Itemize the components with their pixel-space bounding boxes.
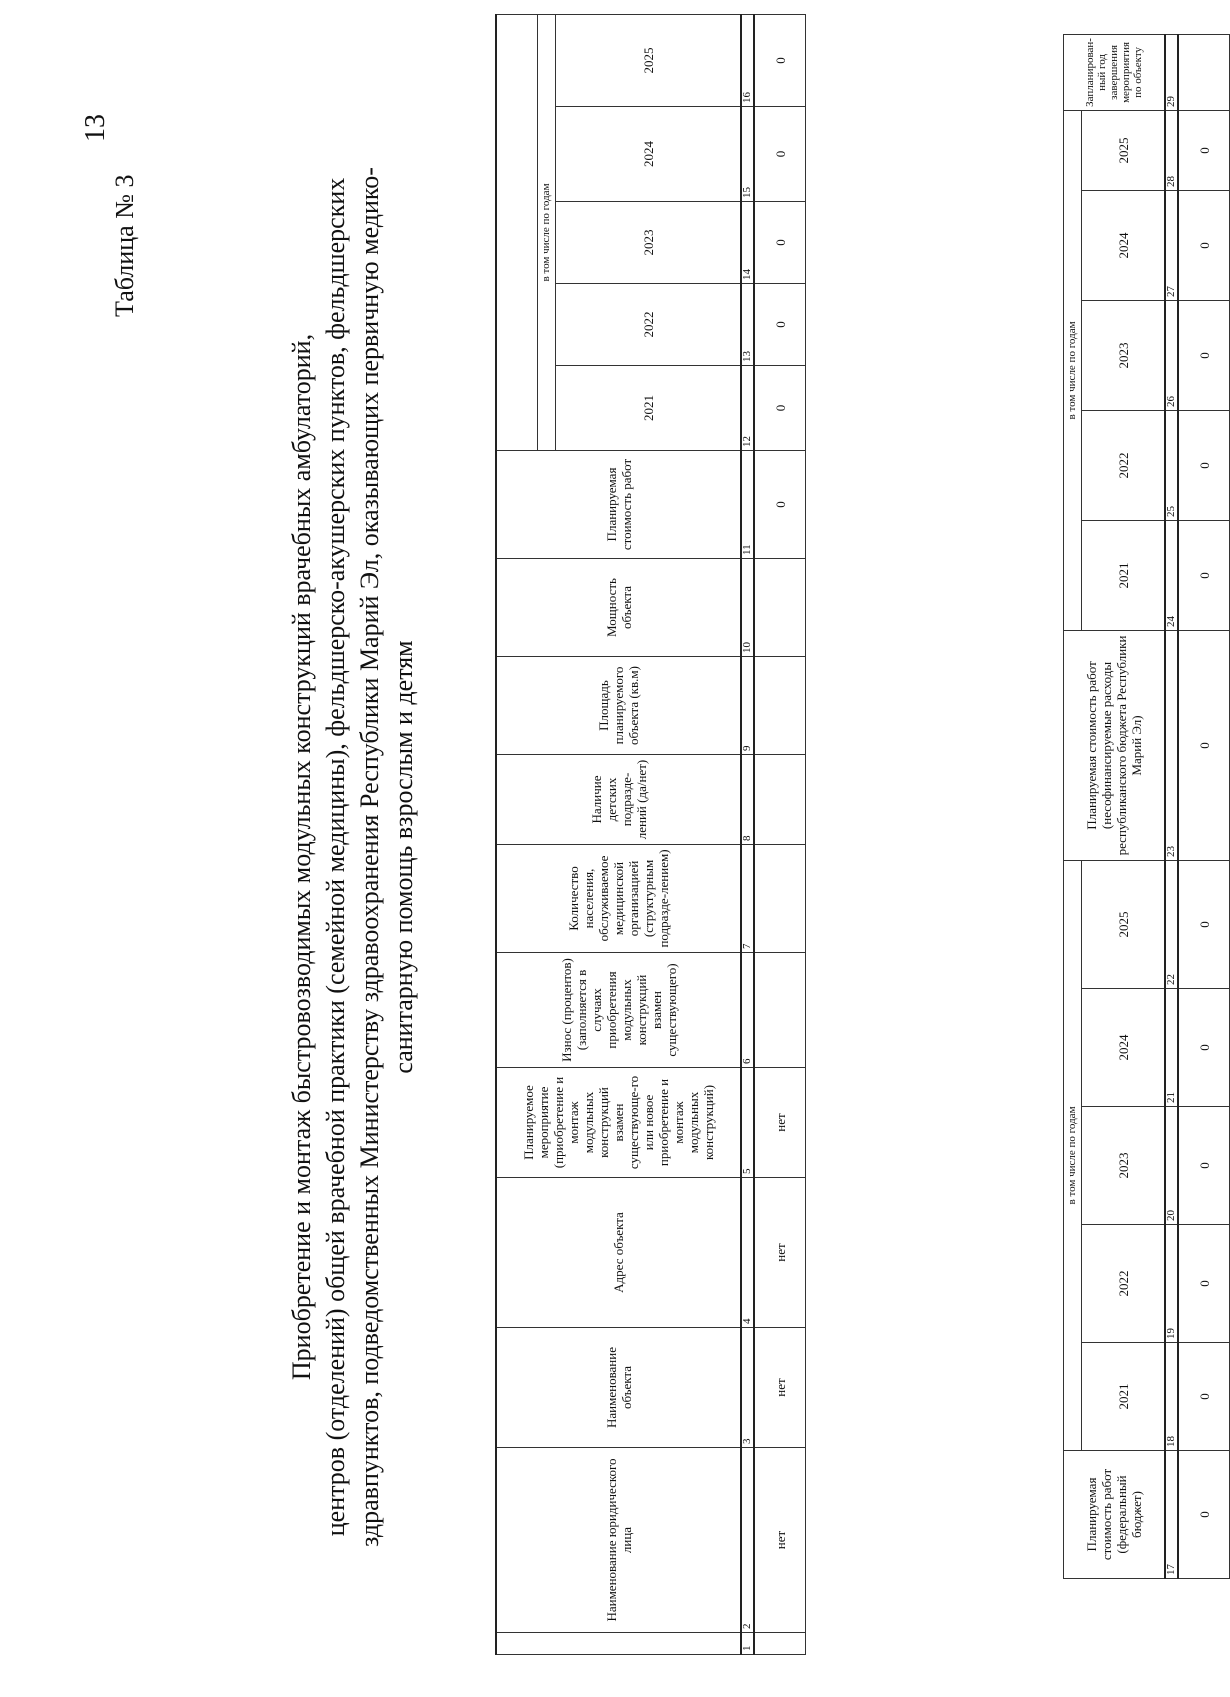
header-federal-2021: 2021 <box>1082 1343 1166 1451</box>
header-federal-2025: 2025 <box>1082 860 1166 988</box>
col-number: 17 <box>1165 1451 1178 1579</box>
cell-republic-2021: 0 <box>1178 520 1230 630</box>
cell-2022: 0 <box>754 284 806 366</box>
header-year-2024: 2024 <box>556 107 742 202</box>
header-year-2021: 2021 <box>556 366 742 451</box>
col-number: 2 <box>741 1448 754 1633</box>
cell-republic-2023: 0 <box>1178 300 1230 410</box>
cell-planned-measure: нет <box>754 1068 806 1178</box>
header-planned-cost: Планируемая стоимость работ <box>496 451 741 559</box>
title-line-3: здравпунктов, подведомственных Министерству здравоохранения Республики Марий Эл, оказывающих первичную медико- <box>355 167 384 1547</box>
col-number: 25 <box>1165 410 1178 520</box>
title-line-4: санитарную помощь взрослым и детям <box>389 640 418 1074</box>
col-number: 21 <box>1165 989 1178 1107</box>
cell-wear <box>754 953 806 1068</box>
cell-children-units <box>754 755 806 845</box>
col-number: 20 <box>1165 1107 1178 1225</box>
col-number: 27 <box>1165 190 1178 300</box>
col-number: 22 <box>1165 860 1178 988</box>
cell-2025: 0 <box>754 14 806 106</box>
col-number: 29 <box>1165 34 1178 110</box>
cell-federal-2022: 0 <box>1178 1225 1230 1343</box>
col-number: 18 <box>1165 1343 1178 1451</box>
cell-2021: 0 <box>754 366 806 451</box>
cell-republic-cost: 0 <box>1178 630 1230 860</box>
col-number: 26 <box>1165 300 1178 410</box>
col-number: 11 <box>741 451 754 559</box>
header-federal-2023: 2023 <box>1082 1107 1166 1225</box>
cell-legal-entity: нет <box>754 1448 806 1633</box>
header-year-2022: 2022 <box>556 284 742 366</box>
page-number: 13 <box>80 114 111 142</box>
cell-2023: 0 <box>754 202 806 284</box>
cell-c1 <box>754 1633 806 1655</box>
header-year-2023: 2023 <box>556 202 742 284</box>
col-number: 7 <box>741 845 754 953</box>
header-federal-2024: 2024 <box>1082 989 1166 1107</box>
cell-federal-2024: 0 <box>1178 989 1230 1107</box>
cell-population <box>754 845 806 953</box>
header-republic-2022: 2022 <box>1082 410 1166 520</box>
col-number: 24 <box>1165 520 1178 630</box>
cell-object-name: нет <box>754 1328 806 1448</box>
cell-object-address: нет <box>754 1178 806 1328</box>
col-number: 12 <box>741 366 754 451</box>
header-children-units: Наличие детских подразде-лений (да/нет) <box>496 755 741 845</box>
col-number: 23 <box>1165 630 1178 860</box>
col-number: 5 <box>741 1068 754 1178</box>
col-number: 4 <box>741 1178 754 1328</box>
title-line-2: центров (отделений) общей врачебной практики (семейной медицины), фельдшерско-акушерских пунктов, фельдшерских <box>321 177 350 1537</box>
header-completion-year: Запланирован-ный год завершения мероприятия по объекту <box>1064 34 1166 110</box>
col-number: 15 <box>741 107 754 202</box>
table-row <box>1178 34 1230 1578</box>
header-planned-area: Площадь планируемого объекта (кв.м) <box>496 657 741 755</box>
col-number: 1 <box>741 1633 754 1655</box>
col-number: 6 <box>741 953 754 1068</box>
header-by-years: в том числе по годам <box>538 14 556 450</box>
header-legal-entity: Наименование юридического лица <box>496 1448 741 1633</box>
cell-planned-cost: 0 <box>754 451 806 559</box>
header-object-address: Адрес объекта <box>496 1178 741 1328</box>
header-year-2025: 2025 <box>556 14 742 106</box>
table-label: Таблица № 3 <box>110 174 139 317</box>
cell-republic-2022: 0 <box>1178 410 1230 520</box>
cell-federal-2021: 0 <box>1178 1343 1230 1451</box>
cell-republic-2024: 0 <box>1178 190 1230 300</box>
document-title <box>285 77 421 1637</box>
header-federal-2022: 2022 <box>1082 1225 1166 1343</box>
header-col1-empty <box>496 1633 741 1655</box>
header-republic-2021: 2021 <box>1082 520 1166 630</box>
cell-republic-2025: 0 <box>1178 110 1230 190</box>
header-population-served: Количество населения, обслуживаемое медицинской организацией (структурным подразде-лением) <box>496 845 741 953</box>
col-number: 10 <box>741 559 754 657</box>
header-republic-cost: Планируемая стоимость работ (несофинансируемые расходы республиканского бюджета Республики Марий Эл) <box>1064 630 1166 860</box>
cell-2024: 0 <box>754 107 806 202</box>
title-line-1: Приобретение и монтаж быстровозводимых модульных конструкций врачебных амбулаторий, <box>287 333 316 1381</box>
header-republic-2025: 2025 <box>1082 110 1166 190</box>
header-wear-percent: Износ (процентов) (заполняется в случаях приобретения модульных конструкций взамен существующего) <box>496 953 741 1068</box>
header-planned-measure: Планируемое мероприятие (приобретение и монтаж модульных конструкций взамен существующе-го или новое приобретение и монтаж модульных конструкций) <box>496 1068 741 1178</box>
col-number: 8 <box>741 755 754 845</box>
header-top-empty <box>496 14 538 450</box>
col-number: 3 <box>741 1328 754 1448</box>
col-number: 28 <box>1165 110 1178 190</box>
cell-federal-2023: 0 <box>1178 1107 1230 1225</box>
cell-federal-2025: 0 <box>1178 860 1230 988</box>
header-republic-2023: 2023 <box>1082 300 1166 410</box>
header-object-capacity: Мощность объекта <box>496 559 741 657</box>
header-federal-cost: Планируемая стоимость работ (федеральный бюджет) <box>1064 1451 1166 1579</box>
col-number: 13 <box>741 284 754 366</box>
funding-table <box>1063 34 1230 1579</box>
cell-area <box>754 657 806 755</box>
header-republic-2024: 2024 <box>1082 190 1166 300</box>
objects-table <box>495 14 806 1655</box>
table-row <box>754 14 806 1654</box>
col-number: 16 <box>741 14 754 106</box>
cell-federal-cost: 0 <box>1178 1451 1230 1579</box>
col-number: 9 <box>741 657 754 755</box>
col-number: 19 <box>1165 1225 1178 1343</box>
header-object-name: Наименование объекта <box>496 1328 741 1448</box>
col-number: 14 <box>741 202 754 284</box>
header-by-years-federal: в том числе по годам <box>1064 860 1082 1450</box>
cell-capacity <box>754 559 806 657</box>
header-by-years-republic: в том числе по годам <box>1064 110 1082 630</box>
cell-completion-year <box>1178 34 1230 110</box>
